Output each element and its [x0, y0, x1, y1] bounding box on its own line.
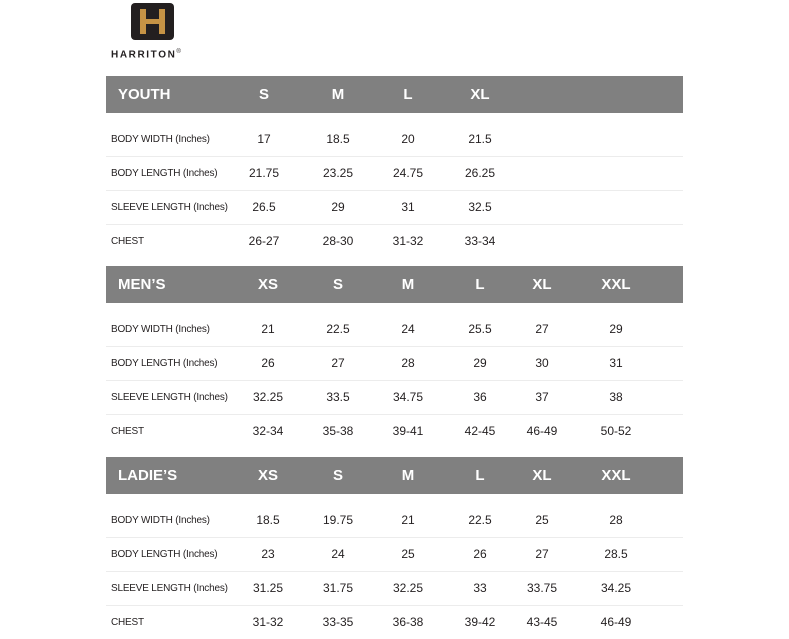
cell: 33.5 — [326, 390, 350, 404]
table-row — [106, 157, 683, 191]
size-header: XL — [470, 86, 490, 103]
cell: 42-45 — [464, 424, 496, 438]
table-row — [106, 572, 683, 606]
cell: 22.5 — [468, 513, 492, 527]
table-row — [106, 313, 683, 347]
row-label: BODY LENGTH (Inches) — [111, 358, 218, 369]
row-label: CHEST — [111, 236, 144, 247]
cell: 28.5 — [604, 547, 628, 561]
youth-title: YOUTH — [118, 86, 171, 103]
cell: 27 — [331, 356, 345, 370]
size-header: M — [331, 86, 345, 103]
size-header: XXL — [601, 276, 631, 293]
cell: 18.5 — [256, 513, 280, 527]
brand-name: HARRITON® — [111, 49, 181, 61]
cell: 39-42 — [464, 615, 496, 629]
cell: 46-49 — [526, 424, 558, 438]
row-label: BODY WIDTH (Inches) — [111, 134, 210, 145]
cell: 33 — [473, 581, 487, 595]
cell: 34.25 — [600, 581, 632, 595]
h-logo-icon — [131, 3, 174, 40]
cell: 43-45 — [526, 615, 558, 629]
mens-header — [106, 266, 683, 303]
size-header: L — [475, 467, 485, 484]
table-row — [106, 225, 683, 258]
cell: 27 — [535, 547, 549, 561]
cell: 39-41 — [392, 424, 424, 438]
cell: 31.25 — [252, 581, 284, 595]
row-label: SLEEVE LENGTH (Inches) — [111, 392, 228, 403]
cell: 28 — [401, 356, 415, 370]
row-label: BODY WIDTH (Inches) — [111, 515, 210, 526]
row-label: CHEST — [111, 426, 144, 437]
cell: 22.5 — [326, 322, 350, 336]
cell: 33.75 — [526, 581, 558, 595]
cell: 37 — [535, 390, 549, 404]
cell: 21 — [261, 322, 275, 336]
cell: 28 — [609, 513, 623, 527]
cell: 25 — [401, 547, 415, 561]
mens-title: MEN’S — [118, 276, 166, 293]
cell: 23 — [261, 547, 275, 561]
cell: 26.25 — [464, 166, 496, 180]
ladies-header — [106, 457, 683, 494]
table-row — [106, 606, 683, 639]
cell: 31-32 — [252, 615, 284, 629]
cell: 18.5 — [326, 132, 350, 146]
cell: 26 — [261, 356, 275, 370]
cell: 33-34 — [464, 234, 496, 248]
row-label: SLEEVE LENGTH (Inches) — [111, 583, 228, 594]
size-header: XL — [532, 276, 552, 293]
mens-size-table — [106, 266, 683, 448]
cell: 23.25 — [322, 166, 354, 180]
cell: 24 — [331, 547, 345, 561]
logo-mark — [131, 3, 174, 40]
cell: 46-49 — [600, 615, 632, 629]
cell: 24 — [401, 322, 415, 336]
cell: 20 — [401, 132, 415, 146]
cell: 31.75 — [322, 581, 354, 595]
youth-header — [106, 76, 683, 113]
cell: 25 — [535, 513, 549, 527]
size-header: S — [332, 467, 344, 484]
youth-size-table — [106, 76, 683, 258]
cell: 30 — [535, 356, 549, 370]
size-header: L — [403, 86, 413, 103]
table-row — [106, 504, 683, 538]
size-header: XL — [532, 467, 552, 484]
cell: 31-32 — [392, 234, 424, 248]
table-row — [106, 415, 683, 448]
cell: 17 — [257, 132, 271, 146]
row-label: BODY LENGTH (Inches) — [111, 168, 218, 179]
cell: 35-38 — [322, 424, 354, 438]
size-header: XS — [257, 467, 279, 484]
size-header: XS — [257, 276, 279, 293]
cell: 21.5 — [468, 132, 492, 146]
cell: 50-52 — [600, 424, 632, 438]
cell: 38 — [609, 390, 623, 404]
table-row — [106, 123, 683, 157]
size-header: M — [401, 276, 415, 293]
cell: 36-38 — [392, 615, 424, 629]
cell: 32.5 — [468, 200, 492, 214]
cell: 21 — [401, 513, 415, 527]
row-label: SLEEVE LENGTH (Inches) — [111, 202, 228, 213]
row-label: CHEST — [111, 617, 144, 628]
cell: 29 — [331, 200, 345, 214]
cell: 19.75 — [322, 513, 354, 527]
cell: 32-34 — [252, 424, 284, 438]
cell: 31 — [609, 356, 623, 370]
table-row — [106, 347, 683, 381]
row-label: BODY WIDTH (Inches) — [111, 324, 210, 335]
cell: 34.75 — [392, 390, 424, 404]
table-row — [106, 381, 683, 415]
size-header: S — [258, 86, 270, 103]
size-header: S — [332, 276, 344, 293]
table-row — [106, 538, 683, 572]
cell: 33-35 — [322, 615, 354, 629]
size-header: L — [475, 276, 485, 293]
cell: 29 — [609, 322, 623, 336]
cell: 26 — [473, 547, 487, 561]
size-header: M — [401, 467, 415, 484]
cell: 36 — [473, 390, 487, 404]
cell: 27 — [535, 322, 549, 336]
cell: 26.5 — [252, 200, 276, 214]
cell: 28-30 — [322, 234, 354, 248]
cell: 32.25 — [252, 390, 284, 404]
cell: 21.75 — [248, 166, 280, 180]
cell: 29 — [473, 356, 487, 370]
cell: 26-27 — [248, 234, 280, 248]
size-header: XXL — [601, 467, 631, 484]
row-label: BODY LENGTH (Inches) — [111, 549, 218, 560]
cell: 25.5 — [468, 322, 492, 336]
cell: 24.75 — [392, 166, 424, 180]
ladies-title: LADIE’S — [118, 467, 178, 484]
cell: 31 — [401, 200, 415, 214]
table-row — [106, 191, 683, 225]
ladies-size-table — [106, 457, 683, 639]
cell: 32.25 — [392, 581, 424, 595]
